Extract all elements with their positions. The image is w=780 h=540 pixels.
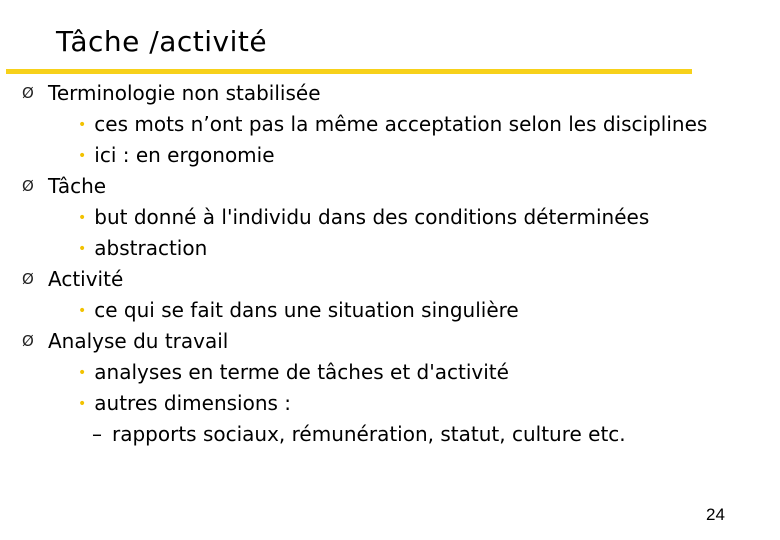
- dot-icon: •: [78, 365, 87, 381]
- dash-icon: –: [92, 422, 102, 446]
- arrow-bullet-icon: Ø: [22, 177, 34, 195]
- dot-icon: •: [78, 117, 87, 133]
- bullet-tache: Tâche: [48, 174, 107, 198]
- subbullet: • but donné à l'individu dans des conditions déterminées: [78, 205, 650, 229]
- dot-icon: •: [78, 241, 87, 257]
- arrow-bullet-icon: Ø: [22, 332, 34, 350]
- dot-icon: •: [78, 396, 87, 412]
- subbullet: • autres dimensions :: [78, 391, 292, 415]
- dot-icon: •: [78, 303, 87, 319]
- bullet-analyse: Analyse du travail: [48, 329, 229, 353]
- slide-title: Tâche /activité: [56, 25, 268, 58]
- sub-subbullet: – rapports sociaux, rémunération, statut, culture etc.: [92, 422, 626, 446]
- dot-icon: •: [78, 210, 87, 226]
- page-number: 24: [706, 505, 725, 524]
- arrow-bullet-icon: Ø: [22, 270, 34, 288]
- subbullet: • ce qui se fait dans une situation singulière: [78, 298, 519, 322]
- subbullet: • abstraction: [78, 236, 208, 260]
- bullet-terminologie: Terminologie non stabilisée: [48, 81, 321, 105]
- arrow-bullet-icon: Ø: [22, 84, 34, 102]
- subbullet: • analyses en terme de tâches et d'activité: [78, 360, 509, 384]
- bullet-activite: Activité: [48, 267, 124, 291]
- title-underline: [6, 69, 692, 74]
- subbullet: • ces mots n’ont pas la même acceptation selon les disciplines: [78, 112, 708, 136]
- subbullet: • ici : en ergonomie: [78, 143, 275, 167]
- dot-icon: •: [78, 148, 87, 164]
